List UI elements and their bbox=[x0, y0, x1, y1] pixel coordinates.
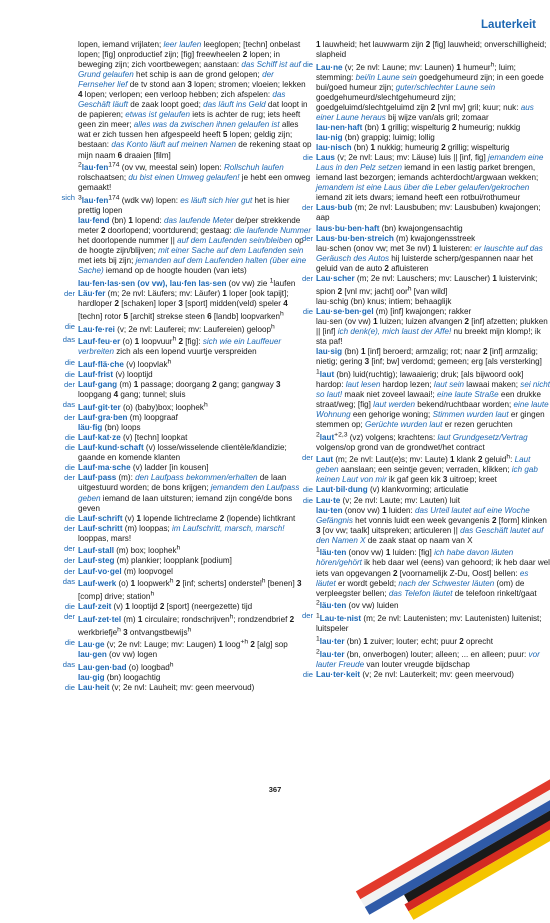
entry-text: lau·gig (bn) loogachtig bbox=[78, 673, 161, 683]
entry-text: lau·sig (bn) 1 [inf] beroerd; armzalig; rot; naar 2 [inf] armzalig; nietig; gering 3 [inf; bw] verdomd; gemeen; erg [als versterking] bbox=[316, 346, 542, 366]
entry-text: Lauf·git·ter (o) (baby)box; loophek$^h$ bbox=[78, 401, 208, 413]
entry-article: der bbox=[302, 611, 313, 621]
entry-article: die bbox=[302, 485, 313, 495]
entry-text: lau·fend (bn) 1 lopend: das laufende Meter de/per strekkende meter 2 doorlopend; voortdurend; gestaag: die laufende Nummer het doorlopende nummer || auf dem Laufenden sein/bleiben op de hoogte zijn/blijven; mit einer Sache auf dem Laufenden sein met iets bij zijn; jemanden auf dem Laufenden halten (über eine Sache) iemand op de hoogte houden (van iets) bbox=[78, 216, 312, 276]
entry-article: der bbox=[64, 543, 75, 553]
page-number: 367 bbox=[268, 785, 282, 794]
dictionary-entry bbox=[64, 602, 312, 612]
entry-article: die bbox=[64, 637, 75, 647]
dictionary-entry bbox=[64, 543, 312, 557]
entry-article: die bbox=[64, 370, 75, 380]
entry-article: die bbox=[64, 602, 75, 612]
dictionary-entry bbox=[316, 367, 550, 430]
entry-text: Lau·ter·keit (v; 2e nvl: Lauterkeit; mv: geen meervoud) bbox=[316, 669, 514, 679]
entry-text: Lau·gen·bad (o) loogbad$^h$ bbox=[78, 661, 174, 673]
entry-text: Lauf·kund·schaft (v) losse/wisselende clientèle/klandizie; gaande en komende klanten bbox=[78, 443, 287, 463]
entry-text: $^2$lau·fen$^{174}$ (ov vw, meestal sein) lopen: Rollschuh laufen rolschaatsen; du bist einen Umweg gelaufen! je hebt een omweg gemaakt! bbox=[78, 161, 311, 193]
entry-article: der bbox=[302, 203, 313, 213]
dictionary-entry bbox=[316, 546, 550, 599]
dictionary-entry bbox=[316, 297, 550, 307]
entry-text: Lauf·stall (m) box; loophek$^h$ bbox=[78, 544, 181, 556]
entry-text: 1 lauwheid; het lauwwarm zijn 2 [fig] lauwheid; onverschilligheid; slapheid bbox=[316, 40, 547, 60]
dictionary-entry bbox=[62, 334, 312, 358]
entry-text: $^2$läu·ten (ov vw) luiden bbox=[316, 599, 399, 611]
dictionary-entry bbox=[302, 203, 550, 223]
dictionary-entry bbox=[64, 556, 312, 566]
entry-article: sich bbox=[61, 193, 75, 203]
dictionary-entry bbox=[64, 370, 312, 380]
entry-text: $^2$laut$^{+2,3}$ (vz) volgens; krachtens: laut Grundgesetz/Vertrag volgens/op grond van de grondwet/het contract bbox=[316, 430, 528, 452]
dictionary-entry bbox=[302, 611, 550, 634]
dictionary-entry bbox=[316, 317, 550, 347]
dictionary-entry bbox=[316, 647, 550, 670]
dictionary-entry bbox=[78, 673, 312, 683]
dictionary-entry bbox=[64, 637, 312, 651]
entry-text: Lauf·ma·sche (v) ladder [in kousen] bbox=[78, 463, 209, 473]
entry-text: lau·sen (ov vw) 1 luizen; luizen afvangen 2 [inf] afzetten; plukken || [inf] ich denk(e), mich laust der Affe! nu breekt mijn klomp!; ik sta paf! bbox=[316, 316, 548, 346]
entry-text: $^1$Lau·te·nist (m; 2e nvl: Lautenisten; mv: Lautenisten) luitenist; luitspeler bbox=[316, 612, 542, 634]
entry-article: der bbox=[64, 566, 75, 576]
entry-article: der bbox=[64, 413, 75, 423]
entry-article: der bbox=[64, 612, 75, 622]
entry-text: Lauf·zeit (v) 1 looptijd 2 [sport] (neergezette) tijd bbox=[78, 602, 253, 612]
entry-text: Lau·scher (m; 2e nvl: Lauschers; mv: Lauscher) 1 luistervink; spion 2 [vnl mv; jacht] oor$^h$ [van wild] bbox=[316, 273, 538, 296]
entry-text: Lau·fe·rei (v; 2e nvl: Lauferei; mv: Laufereien) geloop$^h$ bbox=[78, 323, 275, 334]
dictionary-entry bbox=[302, 485, 550, 495]
entry-text: Lauf·werk (o) 1 loopwerk$^h$ 2 [inf; scherts] onderstel$^h$ [benen] 3 [comp] drive; station$^h$ bbox=[78, 577, 302, 601]
dictionary-entry bbox=[316, 123, 550, 133]
dictionary-entry bbox=[64, 413, 312, 423]
entry-article: das bbox=[62, 576, 75, 586]
dictionary-entry bbox=[64, 683, 312, 693]
dictionary-entry bbox=[62, 576, 312, 602]
entry-article: die bbox=[302, 60, 313, 70]
dictionary-entry bbox=[64, 443, 312, 463]
entry-text: $^3$lau·fen$^{174}$ (wdk vw) lopen: es läuft sich hier gut het is hier prettig lopen bbox=[78, 194, 290, 216]
dictionary-entry bbox=[64, 523, 312, 544]
left-column bbox=[61, 40, 312, 693]
entry-text: Laus (v; 2e nvl: Laus; mv: Läuse) luis || [inf, fig] jemandem eine Laus in den Pelz setzen iemand in een lastig parket brengen, iemand last bezorgen; iemands achterdocht/argwaan wekken; jemandem ist eine Laus über die Leber gelaufen/gekrochen iemand zit iets dwars; iemand heeft een rotbui/rothumeur bbox=[316, 153, 544, 203]
dictionary-entry bbox=[316, 506, 550, 546]
entry-text: Lauf·kat·ze (v) [techn] loopkat bbox=[78, 433, 188, 443]
entry-text: Lauf·flä·che (v) loopvlak$^h$ bbox=[78, 358, 172, 370]
entry-text: Lau·se·ben·gel (m) [inf] kwajongen; rakker bbox=[316, 306, 472, 316]
dictionary-entry bbox=[316, 224, 550, 234]
entry-text: läu·fig (bn) loops bbox=[78, 423, 141, 433]
entry-article: die bbox=[302, 153, 313, 163]
dictionary-entry bbox=[62, 400, 312, 413]
dictionary-entry bbox=[316, 40, 550, 60]
entry-article: die bbox=[64, 683, 75, 693]
entry-article: der bbox=[64, 473, 75, 483]
entry-text: lau·nisch (bn) 1 nukkig; humeurig 2 grillig; wispelturig bbox=[316, 143, 510, 153]
entry-article: der bbox=[302, 452, 313, 462]
dictionary-entry bbox=[64, 513, 312, 524]
entry-article: die bbox=[302, 495, 313, 505]
entry-article: der bbox=[64, 556, 75, 566]
entry-text: lau·ten (onov vw) 1 luiden: das Urteil lautet auf eine Woche Gefängnis het vonnis luidt een week gevangenis 2 [form] klinken 3 [ov vw; taalk] uitspreken; articuleren || das Geschäft lautet auf den Namen X de zaak staat op naam van X bbox=[316, 505, 547, 545]
entry-text: lau·gen (ov vw) logen bbox=[78, 650, 158, 660]
entry-text: laus·bu·ben·haft (bn) kwajongensachtig bbox=[316, 223, 463, 233]
entry-article: die bbox=[64, 463, 75, 473]
running-head: Lauterkeit bbox=[481, 19, 536, 31]
entry-article: der bbox=[302, 233, 313, 243]
dictionary-entry bbox=[302, 669, 550, 680]
dictionary-entry bbox=[316, 430, 550, 453]
dictionary-entry bbox=[64, 380, 312, 400]
dictionary-entry bbox=[64, 612, 312, 637]
entry-text: Lau·ne (v; 2e nvl: Laune; mv: Launen) 1 humeur$^h$; luim; stemming: bei/in Laune sein goedgehumeurd zijn; in een goede bui/goed humeur zijn; guter/schlechter Laune sein goedgehumeurd/slechtgehumeurd zijn; goedgeluimd/slechtgeluimd zijn 2 [vnl mv] gril; kuur; nuk: aus einer Laune heraus bij wijze van/als gril; zomaar bbox=[316, 61, 544, 123]
entry-text: $^1$läu·ten (onov vw) 1 luiden: [fig] ich habe davon läuten hören/gehört ik heb daar wel (eens) van gehoord; ik heb daar wel iets van opgevangen 2 [voornamelijk Z-Du, Oost] bellen: es läutet er wordt gebeld; nach der Schwester läuten (om) de verpleegster bellen; das Telefon läutet de telefoon rinkelt/gaat bbox=[316, 546, 550, 598]
entry-text: $^2$lau·ter (bn, onverbogen) louter; alleen; ... en alleen; puur: vor lauter Freude van louter vreugde bijdschap bbox=[316, 647, 540, 669]
dictionary-entry bbox=[302, 233, 550, 244]
dictionary-entry bbox=[316, 133, 550, 143]
dictionary-entry bbox=[78, 161, 312, 194]
entry-article: der bbox=[64, 289, 75, 299]
dictionary-entry bbox=[78, 273, 313, 289]
dictionary-entry bbox=[78, 423, 312, 433]
entry-text: Lauf·feu·er (o) 1 loopvuur$^h$ 2 [fig]: sich wie ein Lauffeuer verbreiten zich als een lopend vuurtje verspreiden bbox=[78, 335, 282, 357]
entry-article: das bbox=[62, 660, 75, 670]
entry-text: Lauf·zet·tel (m) 1 circulaire; rondschrijven$^h$; rondzendbrief 2 werkbriefje$^h$ 3 ontvangstbewijs$^h$ bbox=[78, 613, 295, 637]
entry-article: die bbox=[64, 322, 75, 332]
entry-text: Lauf·frist (v) looptijd bbox=[78, 370, 153, 380]
entry-text: Laut·bil·dung (v) klankvorming; articulatie bbox=[316, 485, 469, 495]
dictionary-entry bbox=[64, 566, 312, 577]
dictionary-entry bbox=[316, 244, 550, 274]
dictionary-entry bbox=[316, 347, 550, 367]
right-column bbox=[302, 40, 550, 680]
entry-article: die bbox=[302, 306, 313, 316]
dictionary-entry bbox=[64, 322, 312, 335]
entry-text: lau·nen·haft (bn) 1 grillig; wispelturig 2 humeurig; nukkig bbox=[316, 123, 521, 133]
entry-article: die bbox=[64, 443, 75, 453]
dictionary-entry bbox=[64, 433, 312, 443]
entry-text: Lauf·gang (m) 1 passage; doorgang 2 gang; gangway 3 loopgang 4 gang; tunnel; sluis bbox=[78, 380, 281, 400]
dictionary-entry bbox=[316, 599, 550, 612]
dictionary-entry bbox=[302, 306, 550, 317]
entry-text: Lau·heit (v; 2e nvl: Lauheit; mv: geen meervoud) bbox=[78, 683, 255, 693]
entry-article: der bbox=[64, 523, 75, 533]
dictionary-entry bbox=[78, 650, 312, 660]
dictionary-entry bbox=[302, 153, 550, 203]
entry-article: die bbox=[64, 513, 75, 523]
entry-text: lau·fen·las·sen (ov vw), lau·fen las·sen (ov vw) zie $^1$laufen bbox=[78, 277, 296, 289]
entry-text: $^1$laut (bn) luid(ruchtig); lawaaierig; druk; [als bijwoord ook] hardop: laut lesen hardop lezen; laut sein lawaai maken; sei nicht so laut! maak niet zoveel lawaai!; eine laute Straße een drukke straat/weg; [fig] laut werden bekend/ruchtbaar worden; eine laute Wohnung een gehorige woning; Stimmen wurden laut er gingen stemmen op; Gerüchte wurden laut er rezen geruchten bbox=[316, 367, 550, 429]
entry-text: lopen, iemand vrijlaten; leer laufen leeglopen; [techn] onbelast lopen; [fig] onproductief zijn; [fig] freewheelen 2 lopen; in beweging zijn; zich voortbewegen; aanstaan: das Schiff ist auf Grund gelaufen het schip is aan de grond gelopen; der Fernseher lief de tv stond aan 3 lopen; stromen; vloeien; lekken 4 lopen; verlopen; een verloop hebben; zich afspelen: das Geschäft läuft de zaak loopt goed; das läuft ins Geld dat loopt in de papieren; etwas ist gelaufen iets is achter de rug; iets heeft geen zin meer; alles was da zwischen ihnen gelaufen ist alles wat er zich tussen hen afgespeeld heeft 5 lopen; geldig zijn; bestaan: das Konto läuft auf meinen Namen de rekening staat op mijn naam 6 draaien [film] bbox=[78, 40, 312, 160]
dictionary-entry bbox=[302, 60, 550, 123]
entry-text: Laus·bu·ben·streich (m) kwajongensstreek bbox=[316, 233, 476, 243]
dictionary-entry bbox=[62, 660, 312, 673]
entry-text: Laut (m; 2e nvl: Laut(e)s; mv: Laute) 1 klank 2 geluid$^h$: Laut geben aanslaan; een seintje geven; verraden, klikken; ich gab keinen Laut von mir ik gaf geen kik 3 uitroep; kreet bbox=[316, 453, 538, 485]
dictionary-entry bbox=[64, 289, 312, 322]
entry-text: lau·schig (bn) knus; intiem; behaaglijk bbox=[316, 296, 452, 306]
dictionary-entry bbox=[302, 452, 550, 486]
entry-article: der bbox=[64, 380, 75, 390]
entry-article: die bbox=[302, 669, 313, 679]
entry-text: Lauf·vo·gel (m) loopvogel bbox=[78, 566, 173, 576]
entry-text: Lau·te (v; 2e nvl: Laute; mv: Lauten) luit bbox=[316, 495, 460, 505]
entry-text: Lau·ge (v; 2e nvl: Lauge; mv: Laugen) 1 loog$^{+h}$ 2 [alg] sop bbox=[78, 638, 288, 650]
entry-text: Lauf·gra·ben (m) loopgraaf bbox=[78, 413, 178, 423]
entry-text: Lauf·schritt (m) looppas; im Laufschritt, marsch, marsch! looppas, mars! bbox=[78, 523, 285, 543]
entry-text: Läu·fer (m; 2e nvl: Läufers; mv: Läufer) 1 loper [ook tapijt]; hardloper 2 [schaken] loper 3 [sport] midden(veld) speler 4 [techn] rotor 5 [archit] strekse steen 6 [landb] loopvarken$^h$ bbox=[78, 289, 289, 321]
entry-text: Lauf·schrift (v) 1 lopende lichtreclame 2 (lopende) lichtkrant bbox=[78, 513, 296, 523]
entry-article: die bbox=[64, 433, 75, 443]
dictionary-entry bbox=[61, 193, 312, 216]
dictionary-entry bbox=[64, 463, 312, 473]
dictionary-entry bbox=[78, 216, 312, 276]
dictionary-entry bbox=[316, 634, 550, 647]
dictionary-entry bbox=[64, 357, 312, 371]
dictionary-entry bbox=[64, 473, 312, 513]
entry-article: der bbox=[302, 273, 313, 283]
entry-text: $^1$lau·ter (bn) 1 zuiver; louter; echt; puur 2 oprecht bbox=[316, 635, 494, 646]
dictionary-entry bbox=[316, 143, 550, 153]
entry-article: das bbox=[62, 334, 75, 344]
entry-text: Lauf·steg (m) plankier; loopplank [podium] bbox=[78, 556, 232, 566]
dictionary-entry bbox=[302, 273, 550, 297]
entry-text: lau·schen (onov vw; met 3e nvl) 1 luisteren: er lauschte auf das Geräusch des Autos hij luisterde scherp/gespannen naar het geluid van de auto 2 afluisteren bbox=[316, 243, 543, 273]
entry-text: Lauf·pass (m): den Laufpass bekommen/erhalten de laan uitgestuurd worden; de bons krijgen; jemandem den Laufpass geben iemand de laan uitsturen; iemand zijn congé/de bons geven bbox=[78, 473, 300, 513]
entry-article: die bbox=[64, 357, 75, 367]
entry-article: das bbox=[62, 400, 75, 410]
dictionary-entry bbox=[302, 495, 550, 506]
dictionary-entry bbox=[78, 40, 312, 161]
entry-text: lau·nig (bn) grappig; luimig; lollig bbox=[316, 133, 435, 143]
entry-text: Laus·bub (m; 2e nvl: Lausbuben; mv: Lausbuben) kwajongen; aap bbox=[316, 203, 541, 223]
